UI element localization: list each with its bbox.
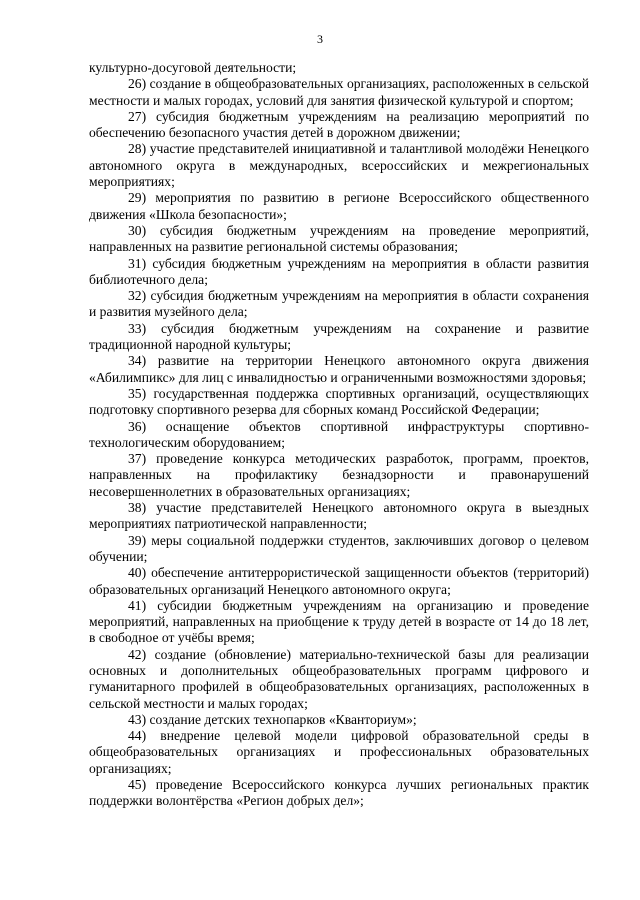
- list-item-35: 35) государственная поддержка спортивных организаций, осуществляющих подготовку спортивного резерва для сборных команд Российской Федерации;: [89, 385, 589, 418]
- list-item-28: 28) участие представителей инициативной и талантливой молодёжи Ненецкого автономного округа в международных, всероссийских и межрегиональных мероприятиях;: [89, 141, 589, 190]
- list-item-40: 40) обеспечение антитеррористической защищенности объектов (территорий) образовательных организаций Ненецкого автономного округа;: [89, 565, 589, 597]
- paragraph-continuation: культурно-досуговой деятельности;: [89, 60, 297, 75]
- list-item-42: 42) создание (обновление) материально-технической базы для реализации основных и дополнительных общеобразовательных программ цифрового и гуманитарного профилей в общеобразовательных организациях, расположенных в сельской местности и малых городах;: [89, 646, 589, 711]
- list-item-41: 41) субсидии бюджетным учреждениям на организацию и проведение мероприятий, направленных на приобщение к труду детей в возрасте от 14 до 18 лет, в свободное от учёбы время;: [89, 597, 589, 646]
- list-item-34: 34) развитие на территории Ненецкого автономного округа движения «Абилимпикс» для лиц с инвалидностью и ограниченными возможностями здоровья;: [89, 353, 589, 385]
- document-body: [89, 60, 589, 810]
- list-item-26: 26) создание в общеобразовательных организациях, расположенных в сельской местности и малых городах, условий для занятия физической культурой и спортом;: [89, 76, 589, 108]
- page-number: 3: [317, 32, 323, 46]
- list-item-37: 37) проведение конкурса методических разработок, программ, проектов, направленных на профилактику безнадзорности и правонарушений несовершеннолетних в образовательных организациях;: [89, 451, 589, 499]
- list-item-45: 45) проведение Всероссийского конкурса лучших региональных практик поддержки волонтёрства «Регион добрых дел»;: [89, 777, 589, 809]
- list-item-39: 39) меры социальной поддержки студентов, заключивших договор о целевом обучении;: [89, 532, 589, 564]
- list-item-38: 38) участие представителей Ненецкого автономного округа в выездных мероприятиях патриотической направленности;: [89, 500, 589, 532]
- list-item-36: 36) оснащение объектов спортивной инфраструктуры спортивно-технологическим оборудованием;: [89, 418, 589, 450]
- list-item-30: 30) субсидия бюджетным учреждениям на проведение мероприятий, направленных на развитие региональной системы образования;: [89, 222, 589, 255]
- list-item-33: 33) субсидия бюджетным учреждениям на сохранение и развитие традиционной народной культуры;: [89, 320, 589, 353]
- list-item-29: 29) мероприятия по развитию в регионе Всероссийского общественного движения «Школа безопасности»;: [89, 190, 589, 222]
- list-item-32: 32) субсидия бюджетным учреждениям на мероприятия в области сохранения и развития музейного дела;: [89, 288, 589, 320]
- list-item-44: 44) внедрение целевой модели цифровой образовательной среды в общеобразовательных организациях и профессиональных образовательных организациях;: [89, 728, 589, 776]
- list-item-31: 31) субсидия бюджетным учреждениям на мероприятия в области развития библиотечного дела;: [89, 255, 589, 287]
- list-item-43: 43) создание детских технопарков «Кванториум»;: [128, 711, 417, 727]
- list-item-27: 27) субсидия бюджетным учреждениям на реализацию мероприятий по обеспечению безопасного участия детей в дорожном движении;: [89, 108, 589, 141]
